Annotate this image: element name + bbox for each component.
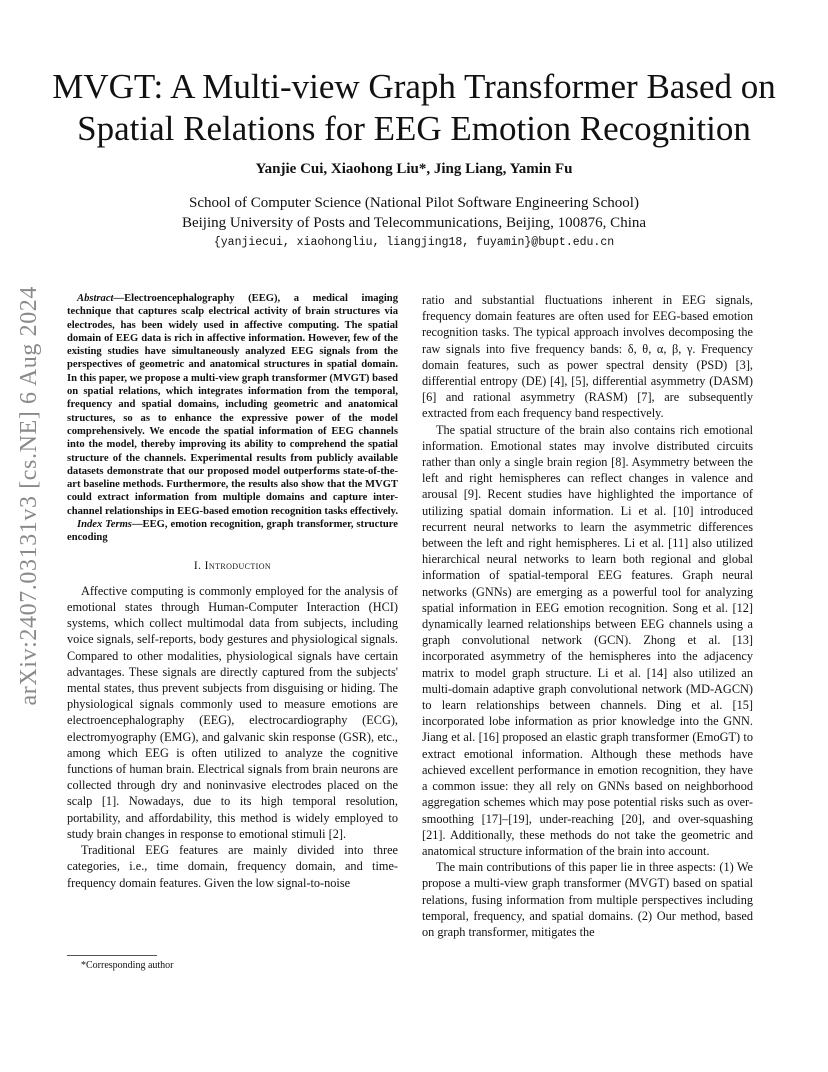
intro-paragraph-4: The main contributions of this paper lie in three aspects: (1) We propose a multi-view graph transformer (MVGT) based on spatial relations, fusing information from multiple perspectives including temporal, frequency, and spatial domains. (2) Our method, based on graph transformer, mitigates the (422, 860, 753, 939)
footnote-corresponding-author: *Corresponding author (81, 960, 174, 971)
intro-paragraph-1: Affective computing is commonly employed for the analysis of emotional states through Human-Computer Interaction (HCI) systems, which collect multimodal data from subjects, including voice signals, self-reports, body gestures and physiological signals. Compared to other modalities, physiological signals have certain advantages. These signals are directly captured from the subjects' mental states, thus prevent subjects from disguising or hiding. The physiological signals commonly used to measure emotions are electroencephalography (EEG), electrocardiography (ECG), electromyography (EMG), and galvanic skin response (GSR), etc., among which EEG is often utilized to analyze the cognitive functions of human brain. Electrical signals from brain neurons are collected through dry and noninvasive electrodes placed on the scalp [1]. Nowadays, due to its high temporal resolution, portability, and affordability, this method is widely employed to study brain changes in response to emotional stimuli [2]. (67, 583, 398, 841)
right-column (422, 292, 753, 940)
intro-paragraph-2: Traditional EEG features are mainly divided into three categories, i.e., time domain, frequency domain, and time-frequency domain features. Given the low signal-to-noise (67, 843, 398, 890)
abstract (67, 292, 398, 518)
index-terms-label: Index Terms (77, 519, 132, 531)
section-heading-introduction: I. Introduction (193, 559, 272, 572)
index-terms (67, 518, 398, 545)
arxiv-stamp: arXiv:2407.03131v3 [cs.NE] 6 Aug 2024 (16, 286, 42, 706)
abstract-text: —Electroencephalography (EEG), a medical imaging technique that captures scalp electrical activity of brain structures via electrodes, has been widely used in affective computing. The spatial domain of EEG data is rich in affective information. However, few of the existing studies have simultaneously analyzed EEG signals from the perspectives of geometric and anatomical structures in spatial domain. In this paper, we propose a multi-view graph transformer (MVGT) based on spatial relations, which integrates information from the temporal, frequency and spatial domains, including geometric and anatomical structures, so as to enhance the expressive power of the model comprehensively. We encode the spatial information of EEG channels into the model, thereby improving its ability to comprehend the spatial structure of the channels. Experimental results from publicly available datasets demonstrate that our proposed model outperforms state-of-the-art baseline methods. Furthermore, the results also show that the MVGT could extract information from multiple domains and capture inter-channel relationships in EEG-based emotion recognition tasks effectively. (67, 293, 398, 517)
footnote-divider (67, 955, 157, 956)
author-emails: {yanjiecui, xiaohongliu, liangjing18, fuyamin}@bupt.edu.cn (213, 236, 615, 249)
affiliation-block (0, 193, 828, 253)
intro-paragraph-2-continued: ratio and substantial fluctuations inherent in EEG signals, frequency domain features are often used for EEG-based emotion recognition tasks. The typical approach involves decomposing the raw signals into five frequency bands: δ, θ, α, β, γ. Frequency domain features, such as power spectral density (PSD) [3], differential entropy (DE) [4], [5], differential asymmetry (DASM) [6] and rational asymmetry (RASM) [7], are subsequently extracted from each frequency band respectively. (422, 293, 753, 421)
index-terms-text: —EEG, emotion recognition, graph transformer, structure encoding (67, 519, 398, 544)
left-column (67, 292, 398, 891)
affiliation-line-1: School of Computer Science (National Pilot Software Engineering School) (189, 195, 639, 211)
affiliation-line-2: Beijing University of Posts and Telecommunications, Beijing, 100876, China (181, 215, 647, 231)
intro-paragraph-3: The spatial structure of the brain also contains rich emotional information. Emotional states may involve distributed circuits rather than only a single brain region [8]. Asymmetry between the left and right hemispheres can reflect changes in valence and arousal [9]. Recent studies have highlighted the importance of utilizing spatial domain information. Li et al. [10] introduced recurrent neural networks to learn the asymmetric differences between the left and right hemispheres. Li et al. [11] also utilized hierarchical neural networks to learn both regional and global information of spatial-temporal EEG features. Graph neural networks (GNNs) are emerging as a powerful tool for analyzing spatial information in EEG emotion recognition. Song et al. [12] dynamically learned relationships between EEG channels using a graph convolutional network (GCN). Zhong et al. [13] incorporated asymmetry of the hemispheres into the adjacency matrix to model graph structure. Li et al. [14] also utilized an multi-domain adaptive graph convolutional network (MD-AGCN) to learn relationships between channels. Ding et al. [15] incorporated lobe information as prior knowledge into the GNN. Jiang et al. [16] proposed an elastic graph transformer (EmoGT) to extract emotional information. Although these methods have achieved excellent performance in emotion recognition, they have a common issue: they all rely on GNNs based on neighborhood aggregation schemes which may pose potential risks such as over-smoothing [17]–[19], under-reaching [20], and over-squashing [21]. Additionally, these methods do not take the geometric and anatomical structure information of the brain into account. (422, 422, 753, 858)
paper-title: MVGT: A Multi-view Graph Transformer Based on Spatial Relations for EEG Emotion Recognition (52, 67, 776, 148)
abstract-label: Abstract (77, 293, 114, 304)
author-list: Yanjie Cui, Xiaohong Liu*, Jing Liang, Yamin Fu (255, 161, 573, 177)
